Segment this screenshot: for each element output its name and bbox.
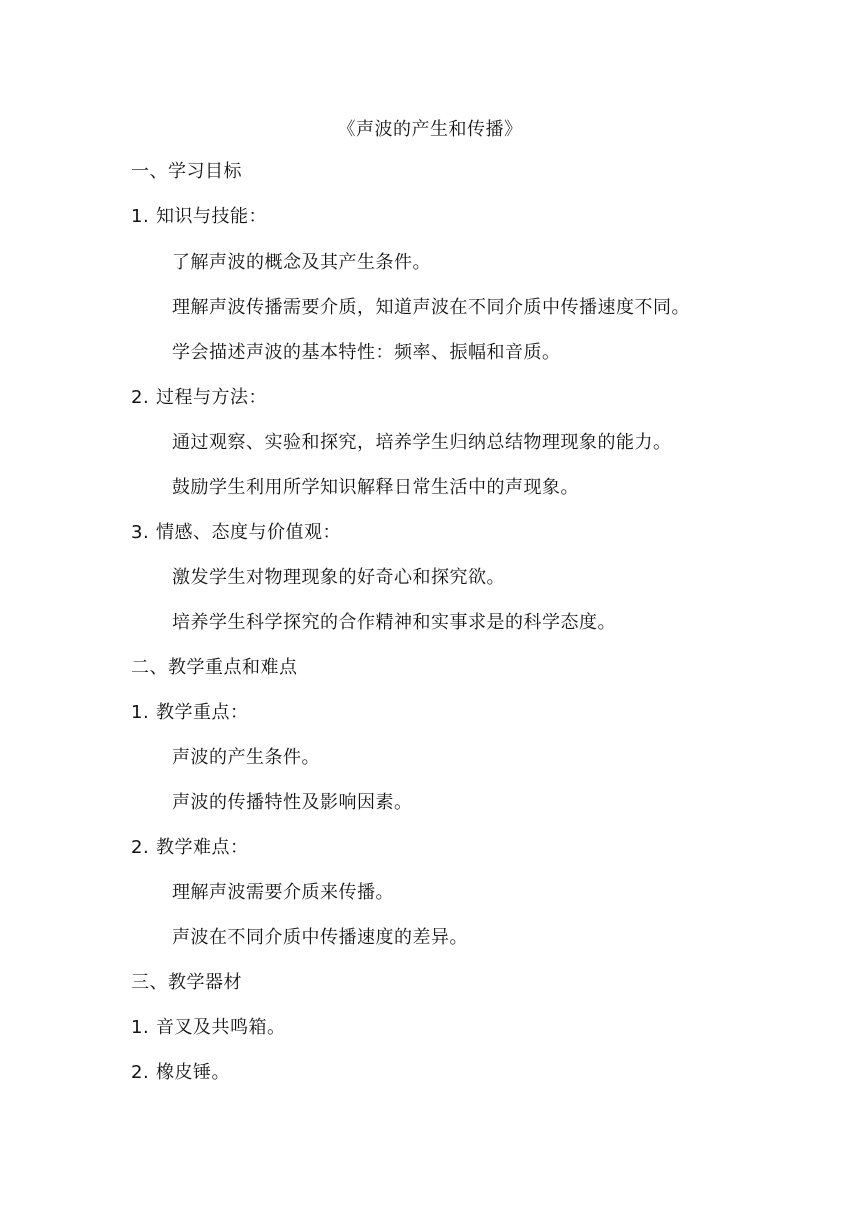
paragraph: 理解声波需要介质来传播。 <box>172 882 394 903</box>
list-item <box>131 1014 286 1042</box>
subsection-number: 1. <box>131 702 150 723</box>
paragraph: 声波在不同介质中传播速度的差异。 <box>172 927 468 948</box>
subsection-heading <box>131 519 341 547</box>
subsection-label: 过程与方法： <box>156 387 267 408</box>
subsection-heading <box>131 384 267 412</box>
list-item-number: 1. <box>131 1017 150 1038</box>
subsection-label: 教学重点： <box>156 702 249 723</box>
subsection-number: 2. <box>131 837 150 858</box>
list-item-label: 音叉及共鸣箱。 <box>156 1017 286 1038</box>
subsection-number: 3. <box>131 522 150 543</box>
paragraph: 理解声波传播需要介质，知道声波在不同介质中传播速度不同。 <box>172 297 690 318</box>
paragraph: 鼓励学生利用所学知识解释日常生活中的声现象。 <box>172 477 579 498</box>
subsection-label: 教学难点： <box>156 837 249 858</box>
paragraph: 激发学生对物理现象的好奇心和探究欲。 <box>172 567 505 588</box>
subsection-heading <box>131 699 249 727</box>
paragraph: 了解声波的概念及其产生条件。 <box>172 252 431 273</box>
paragraph: 培养学生科学探究的合作精神和实事求是的科学态度。 <box>172 612 616 633</box>
section-heading: 三、教学器材 <box>131 972 242 993</box>
section-heading: 一、学习目标 <box>131 161 242 182</box>
subsection-number: 1. <box>131 206 150 227</box>
paragraph: 通过观察、实验和探究，培养学生归纳总结物理现象的能力。 <box>172 432 672 453</box>
list-item-label: 橡皮锤。 <box>156 1062 230 1083</box>
list-item <box>131 1059 230 1087</box>
list-item-number: 2. <box>131 1062 150 1083</box>
document-title: 《声波的产生和传播》 <box>337 119 523 140</box>
paragraph: 声波的传播特性及影响因素。 <box>172 792 413 813</box>
paragraph: 学会描述声波的基本特性：频率、振幅和音质。 <box>172 342 561 363</box>
paragraph: 声波的产生条件。 <box>172 747 320 768</box>
subsection-heading <box>131 834 249 862</box>
section-heading: 二、教学重点和难点 <box>131 657 298 678</box>
subsection-heading <box>131 203 267 231</box>
subsection-number: 2. <box>131 387 150 408</box>
subsection-label: 知识与技能： <box>156 206 267 227</box>
subsection-label: 情感、态度与价值观： <box>156 522 341 543</box>
